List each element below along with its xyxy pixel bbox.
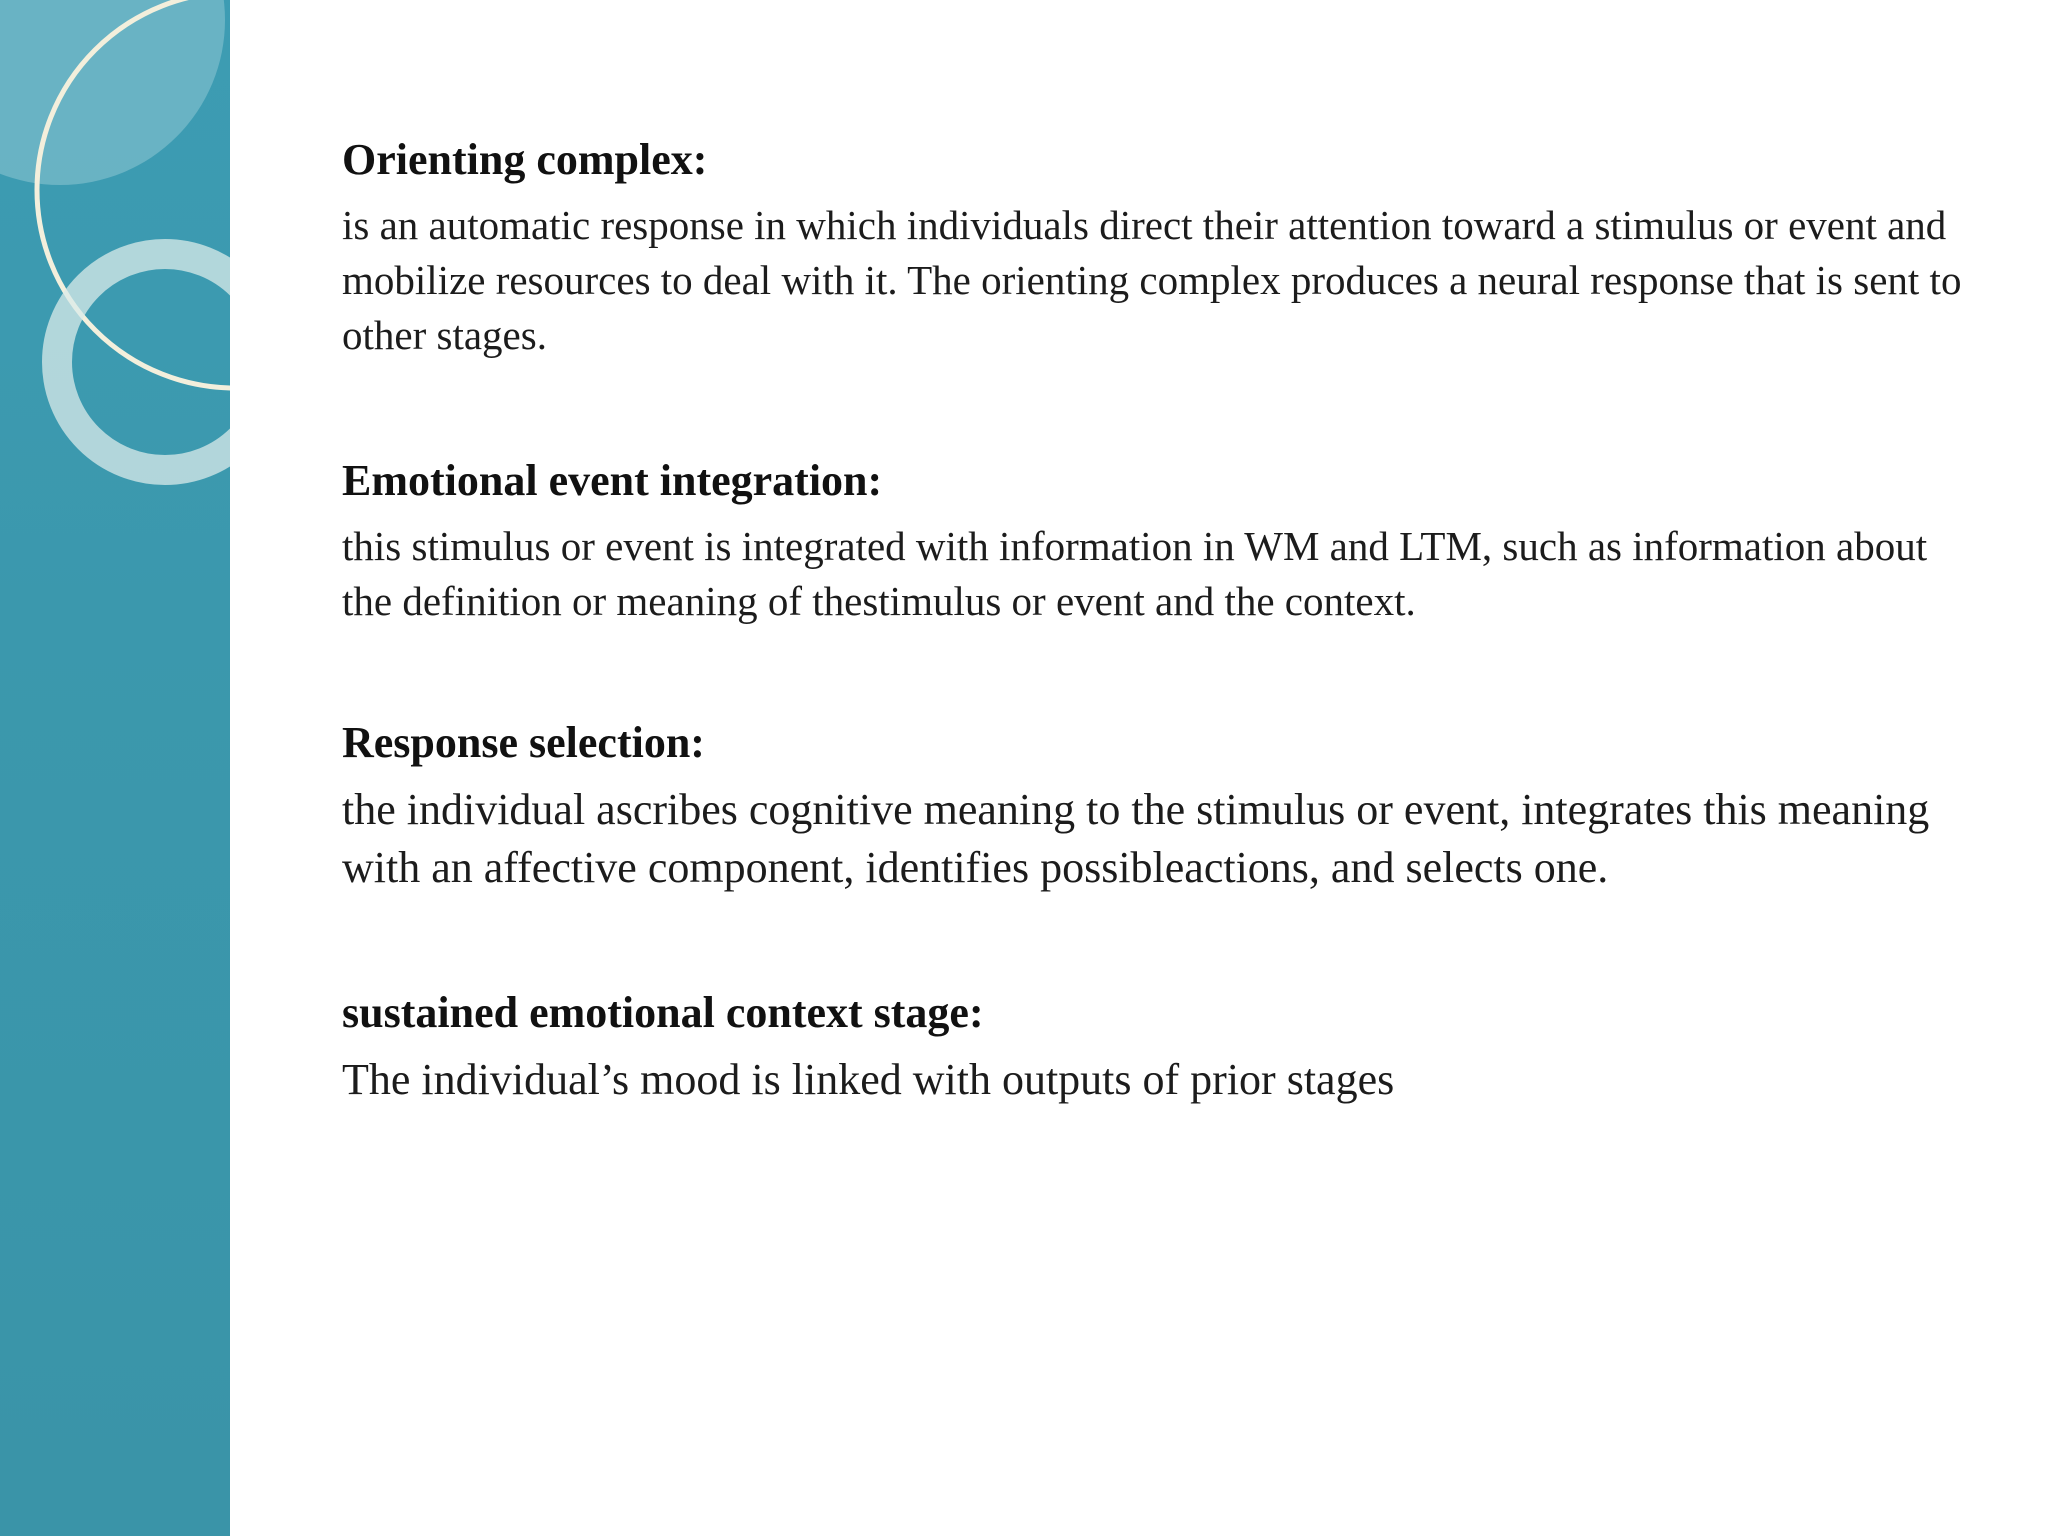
- section-orienting-complex: [342, 130, 1982, 363]
- section-response-selection: [342, 713, 1982, 897]
- section-sustained-emotional-context: [342, 983, 1982, 1109]
- section-emotional-event-integration: [342, 451, 1982, 629]
- decorative-rings-graphic: [0, 0, 230, 1536]
- section-heading: Response selection:: [342, 718, 705, 767]
- section-body: the individual ascribes cognitive meaning to the stimulus or event, integrates this meaning with an affective component, identifies possibleactions, and selects one.: [342, 785, 1930, 892]
- section-body: The individual’s mood is linked with outputs of prior stages: [342, 1055, 1395, 1104]
- section-heading: sustained emotional context stage:: [342, 988, 984, 1037]
- section-heading: Emotional event integration:: [342, 456, 883, 505]
- section-body: this stimulus or event is integrated with information in WM and LTM, such as information about the definition or meaning of thestimulus or event and the context.: [342, 523, 1928, 624]
- slide-content: [342, 130, 1982, 1109]
- section-body: is an automatic response in which individuals direct their attention toward a stimulus or event and mobilize resources to deal with it. The orienting complex produces a neural response that is sent to other stages.: [342, 202, 1962, 358]
- decorative-side-band: [0, 0, 230, 1536]
- section-heading: Orienting complex:: [342, 135, 708, 184]
